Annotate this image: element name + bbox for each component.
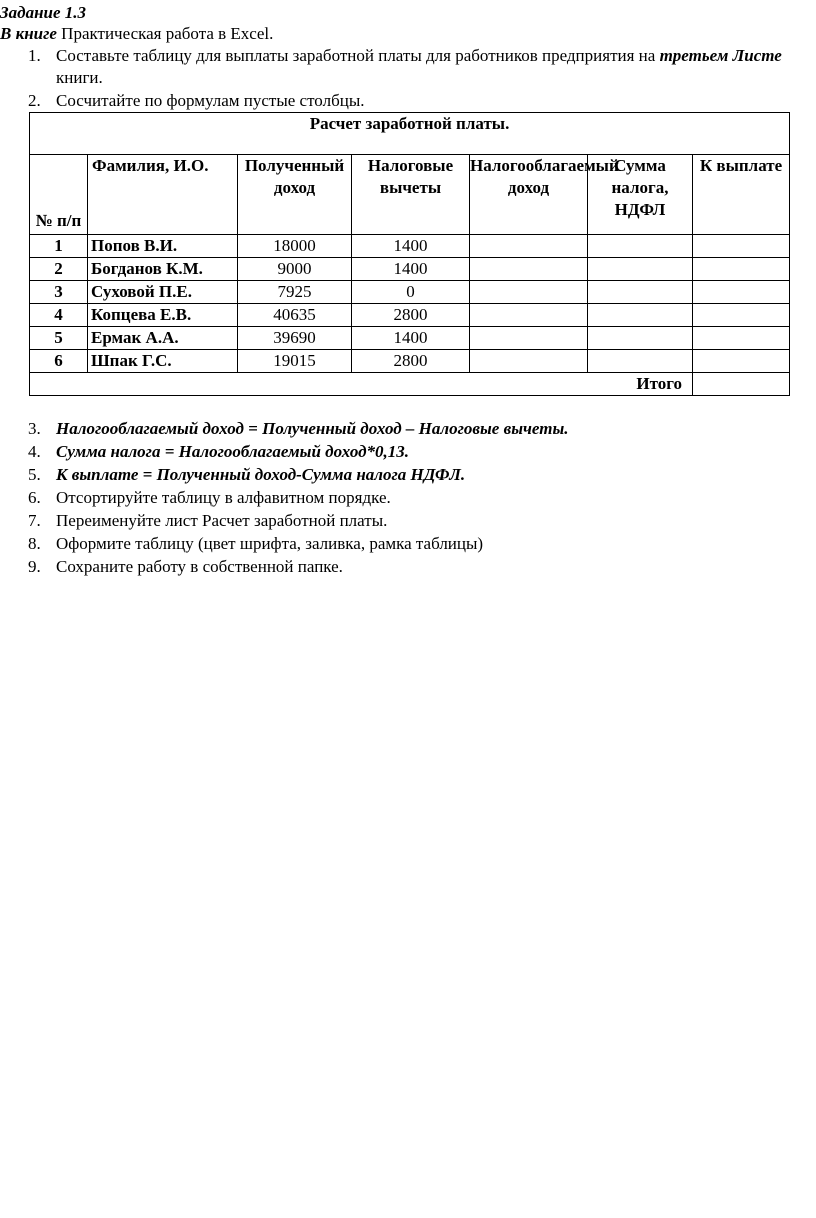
cell-no: 5 xyxy=(30,327,88,350)
table-total-row xyxy=(30,373,790,396)
cell-payout xyxy=(693,258,790,281)
cell-deductions: 2800 xyxy=(352,350,470,373)
cell-name: Суховой П.Е. xyxy=(88,281,238,304)
cell-tax xyxy=(588,304,693,327)
cell-no: 3 xyxy=(30,281,88,304)
table-row xyxy=(30,304,790,327)
cell-income: 39690 xyxy=(238,327,352,350)
cell-taxable xyxy=(470,350,588,373)
cell-tax xyxy=(588,350,693,373)
table-row xyxy=(30,281,790,304)
step-text: Оформите таблицу (цвет шрифта, заливка, рамка таблицы) xyxy=(56,534,484,553)
step-item xyxy=(0,556,812,579)
cell-tax xyxy=(588,281,693,304)
total-value xyxy=(693,373,790,396)
step-number: 9. xyxy=(28,557,41,576)
step-item xyxy=(0,90,812,112)
cell-payout xyxy=(693,281,790,304)
step-item xyxy=(0,464,812,487)
step-item xyxy=(0,487,812,510)
cell-tax xyxy=(588,258,693,281)
step-item xyxy=(0,418,812,441)
cell-deductions: 1400 xyxy=(352,327,470,350)
cell-name: Попов В.И. xyxy=(88,235,238,258)
header-taxable: Налогооблагаемый доход xyxy=(470,155,588,235)
cell-income: 40635 xyxy=(238,304,352,327)
book-line xyxy=(0,23,273,45)
book-text: Практическая работа в Excel. xyxy=(56,24,274,43)
cell-name: Ермак А.А. xyxy=(88,327,238,350)
cell-income: 9000 xyxy=(238,258,352,281)
step-number: 3. xyxy=(28,419,41,438)
instructions-top xyxy=(0,45,812,112)
book-lead: В книге xyxy=(0,24,57,43)
header-name: Фамилия, И.О. xyxy=(88,155,238,235)
table-row xyxy=(30,350,790,373)
cell-payout xyxy=(693,327,790,350)
task-title: Задание 1.3 xyxy=(0,3,87,22)
step-text-emphasis: третьем Листе xyxy=(659,46,782,65)
step-number: 7. xyxy=(28,511,41,530)
step-text: Сосчитайте по формулам пустые столбцы. xyxy=(56,91,365,110)
step-text: Сумма налога = Налогооблагаемый доход*0,13. xyxy=(56,442,410,461)
cell-income: 18000 xyxy=(238,235,352,258)
header-tax: Сумма налога, НДФЛ xyxy=(588,155,693,235)
step-number: 8. xyxy=(28,534,41,553)
cell-deductions: 2800 xyxy=(352,304,470,327)
cell-taxable xyxy=(470,258,588,281)
step-number: 2. xyxy=(28,91,41,110)
cell-name: Копцева Е.В. xyxy=(88,304,238,327)
cell-payout xyxy=(693,235,790,258)
header-deductions: Налоговые вычеты xyxy=(352,155,470,235)
step-number: 6. xyxy=(28,488,41,507)
step-item xyxy=(0,510,812,533)
salary-table xyxy=(29,112,790,396)
step-text-end: книги. xyxy=(56,68,103,87)
step-text: Составьте таблицу для выплаты заработной платы для работников предприятия на xyxy=(56,46,660,65)
cell-taxable xyxy=(470,235,588,258)
header-income: Полученный доход xyxy=(238,155,352,235)
header-payout: К выплате xyxy=(693,155,790,235)
cell-tax xyxy=(588,327,693,350)
step-text: К выплате = Полученный доход-Сумма налога НДФЛ. xyxy=(56,465,466,484)
step-text: Сохраните работу в собственной папке. xyxy=(56,557,343,576)
table-row xyxy=(30,327,790,350)
step-item xyxy=(0,441,812,464)
step-text: Налогооблагаемый доход = Полученный доход – Налоговые вычеты. xyxy=(56,419,569,438)
table-row xyxy=(30,258,790,281)
cell-name: Шпак Г.С. xyxy=(88,350,238,373)
cell-payout xyxy=(693,304,790,327)
step-item xyxy=(0,45,812,89)
cell-tax xyxy=(588,235,693,258)
step-item xyxy=(0,533,812,556)
step-number: 1. xyxy=(28,46,41,65)
table-row xyxy=(30,235,790,258)
instructions-bottom xyxy=(0,418,812,579)
cell-income: 7925 xyxy=(238,281,352,304)
cell-no: 2 xyxy=(30,258,88,281)
cell-taxable xyxy=(470,281,588,304)
cell-payout xyxy=(693,350,790,373)
cell-no: 1 xyxy=(30,235,88,258)
cell-name: Богданов К.М. xyxy=(88,258,238,281)
step-number: 4. xyxy=(28,442,41,461)
cell-deductions: 1400 xyxy=(352,235,470,258)
cell-taxable xyxy=(470,327,588,350)
cell-deductions: 0 xyxy=(352,281,470,304)
cell-deductions: 1400 xyxy=(352,258,470,281)
table-caption: Расчет заработной платы. xyxy=(30,113,790,155)
table-header-row xyxy=(30,155,790,235)
step-text: Переименуйте лист Расчет заработной платы. xyxy=(56,511,388,530)
cell-no: 4 xyxy=(30,304,88,327)
cell-income: 19015 xyxy=(238,350,352,373)
total-label: Итого xyxy=(30,373,693,396)
step-number: 5. xyxy=(28,465,41,484)
header-no: № п/п xyxy=(30,155,88,235)
cell-no: 6 xyxy=(30,350,88,373)
cell-taxable xyxy=(470,304,588,327)
step-text: Отсортируйте таблицу в алфавитном порядке. xyxy=(56,488,391,507)
